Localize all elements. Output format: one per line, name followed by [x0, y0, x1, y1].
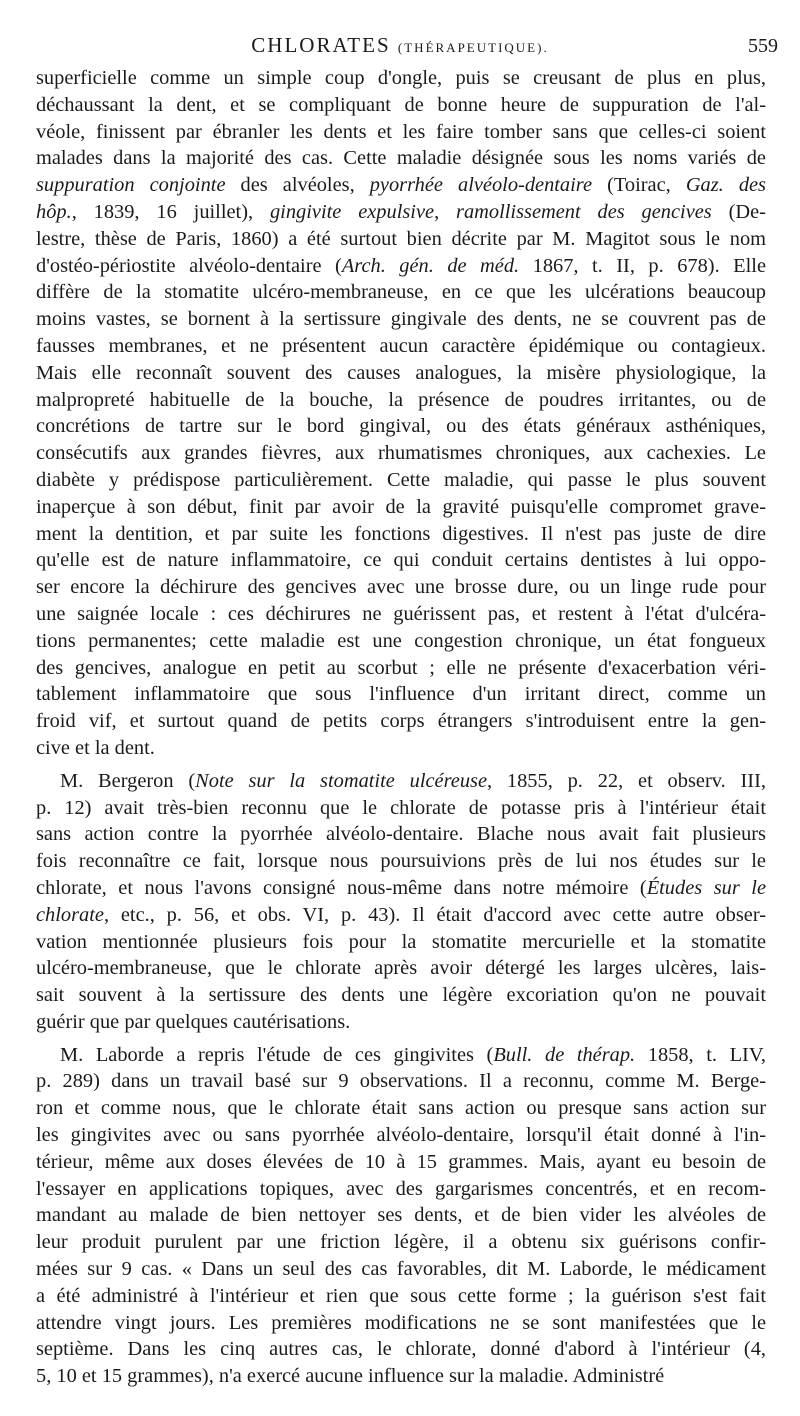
text-line	[36, 768, 766, 795]
text-line	[36, 875, 766, 902]
running-head	[0, 33, 800, 58]
text-line	[36, 1283, 766, 1310]
text-line	[36, 902, 766, 929]
text-run: fausses membranes, et ne présentent aucun caractère épidémique ou contagieux.	[36, 334, 766, 357]
text-run: , etc., p. 56, et obs. VI, p. 43). Il était d'accord avec cette autre obser-	[103, 903, 766, 926]
text-line	[36, 279, 766, 306]
text-run: sans action contre la pyorrhée alvéolo-dentaire. Blache nous avait fait plusieurs	[36, 823, 766, 846]
text-run: térieur, même aux doses élevées de 10 à 15 grammes. Mais, ayant eu besoin de	[36, 1150, 766, 1173]
text-run: une saignée locale : ces déchirures ne guérissent pas, et restent à l'état d'ulcéra-	[36, 602, 766, 625]
page-number: 559	[748, 35, 778, 57]
text-run: , 1855, p. 22, et observ. III,	[487, 769, 766, 792]
text-run: tions permanentes; cette maladie est une congestion chronique, un état fongueux	[36, 629, 766, 652]
text-run: attendre vingt jours. Les premières modifications ne se sont manifestées que le	[36, 1311, 766, 1334]
text-run: (De-	[711, 200, 766, 223]
text-line	[36, 1068, 766, 1095]
italic-text: Études sur le	[646, 876, 766, 899]
text-line	[36, 467, 766, 494]
text-line	[36, 387, 766, 414]
text-line	[36, 65, 766, 92]
text-run: chlorate, et nous l'avons consigné nous-même dans notre mémoire (	[36, 876, 647, 899]
text-line	[36, 735, 766, 762]
text-run: M. Bergeron (	[60, 769, 196, 792]
text-line	[36, 440, 766, 467]
text-line	[36, 681, 766, 708]
text-run: M. Laborde a repris l'étude de ces gingivites (	[60, 1043, 494, 1066]
text-run: consécutifs aux grandes fièvres, aux rhumatismes chroniques, aux cachexies. Le	[36, 442, 766, 465]
text-line	[36, 92, 766, 119]
text-run: les gingivites avec ou sans pyorrhée alvéolo-dentaire, lorsqu'il était donné à l'in-	[36, 1124, 766, 1147]
text-line	[36, 1176, 766, 1203]
text-line	[36, 1310, 766, 1337]
text-run: superficielle comme un simple coup d'ongle, puis se creusant de plus en plus,	[36, 67, 766, 89]
italic-text: Gaz. des	[685, 174, 766, 197]
text-line	[36, 145, 766, 172]
text-run: guérir que par quelques cautérisations.	[36, 1010, 351, 1033]
paragraph	[36, 1042, 766, 1390]
text-run: déchaussant la dent, et se compliquant de bonne heure de suppuration de l'al-	[36, 93, 766, 116]
text-line	[36, 628, 766, 655]
text-line	[36, 172, 766, 199]
text-line	[36, 955, 766, 982]
text-line	[36, 982, 766, 1009]
paragraph	[36, 65, 766, 762]
text-run: 1867, t. II, p. 678). Elle	[519, 254, 766, 277]
text-run: mées sur 9 cas. « Dans un seul des cas favorables, dit M. Laborde, le médicament	[36, 1258, 766, 1281]
italic-text: Bull. de thérap.	[493, 1043, 636, 1066]
text-run: diabète y prédispose particulièrement. Cette maladie, qui passe le plus souvent	[36, 468, 766, 491]
text-line	[36, 521, 766, 548]
text-run: vation mentionnée plusieurs fois pour la stomatite mercurielle et la stomatite	[36, 930, 766, 953]
text-run: malades dans la majorité des cas. Cette maladie désignée sous les noms variés de	[36, 147, 766, 170]
text-line	[36, 333, 766, 360]
text-run: l'essayer en applications topiques, avec des gargarismes concentrés, et en recom-	[36, 1177, 766, 1200]
text-line	[36, 1363, 766, 1390]
text-line	[36, 494, 766, 521]
text-line	[36, 655, 766, 682]
text-run: inaperçue à son début, finit par avoir de la gravité puisqu'elle compromet grave-	[36, 495, 766, 518]
body-text	[36, 65, 766, 1390]
text-run: 1858, t. LIV,	[635, 1043, 766, 1066]
text-run: malpropreté habituelle de la bouche, la présence de poudres irritantes, ou de	[36, 388, 766, 411]
text-line	[36, 601, 766, 628]
italic-text: Arch. gén. de méd.	[341, 254, 520, 277]
text-run: , 1839, 16 juillet),	[71, 200, 270, 223]
text-run: ulcéro-membraneuse, que le chlorate après avoir détergé les larges ulcères, lais-	[36, 957, 766, 980]
text-run: 5, 10 et 15 grammes), n'a exercé aucune influence sur la maladie. Administré	[36, 1365, 665, 1388]
text-run: p. 12) avait très-bien reconnu que le chlorate de potasse pris à l'intérieur était	[36, 796, 766, 819]
text-run: tablement inflammatoire que sous l'influence d'un irritant direct, comme un	[36, 683, 766, 706]
text-run: moins vastes, se bornent à la sertissure gingivale des dents, ne se couvrent pas de	[36, 308, 766, 331]
text-line	[36, 119, 766, 146]
italic-text: suppuration conjointe	[36, 174, 226, 197]
text-run: véole, finissent par ébranler les dents et les faire tomber sans que celles-ci soient	[36, 120, 766, 143]
text-line	[36, 1095, 766, 1122]
text-line	[36, 253, 766, 280]
text-line	[36, 199, 766, 226]
text-line	[36, 1256, 766, 1283]
text-line	[36, 413, 766, 440]
italic-text: hôp.	[36, 200, 72, 223]
text-line	[36, 574, 766, 601]
text-run: p. 289) dans un travail basé sur 9 observations. Il a reconnu, comme M. Berge-	[36, 1070, 766, 1093]
text-run: ,	[434, 200, 457, 223]
text-run: cive et la dent.	[36, 736, 155, 759]
text-line	[36, 1042, 766, 1069]
page-header	[0, 0, 800, 60]
running-head-title: CHLORATES	[251, 33, 391, 57]
text-line	[36, 929, 766, 956]
text-line	[36, 821, 766, 848]
text-run: ron et comme nous, que le chlorate était sans action ou presque sans action sur	[36, 1097, 766, 1120]
text-run: a été administré à l'intérieur et rien que sous cette forme ; la guérison s'est fait	[36, 1284, 766, 1307]
text-line	[36, 708, 766, 735]
text-run: d'ostéo-périostite alvéolo-dentaire (	[36, 254, 342, 277]
italic-text: gingivite expulsive	[269, 200, 435, 223]
text-run: qu'elle est de nature inflammatoire, ce qui conduit certains dentistes à lui oppo-	[36, 549, 766, 572]
text-run: septième. Dans les cinq autres cas, le chlorate, donné d'abord à l'intérieur (4,	[36, 1338, 766, 1361]
text-run: des gencives, analogue en petit au scorbut ; elle ne présente d'exacerbation véri-	[36, 656, 766, 679]
text-run: leur produit purulent par une friction légère, il a obtenu six guérisons confir-	[36, 1231, 766, 1254]
text-line	[36, 795, 766, 822]
text-run: lestre, thèse de Paris, 1860) a été surtout bien décrite par M. Magitot sous le nom	[36, 227, 766, 250]
text-run: froid vif, et surtout quand de petits corps étrangers s'introduisent entre la gen-	[36, 710, 766, 733]
text-run: sait souvent à la sertissure des dents une légère excoriation qu'on ne pouvait	[36, 984, 766, 1007]
text-run: diffère de la stomatite ulcéro-membraneuse, en ce que les ulcérations beaucoup	[36, 281, 766, 304]
italic-text: Note sur la stomatite ulcéreuse	[195, 769, 487, 792]
text-line	[36, 547, 766, 574]
text-run: ment la dentition, et par suite les fonctions digestives. Il n'est pas juste de dire	[36, 522, 766, 545]
text-run: fois reconnaître ce fait, lorsque nous poursuivions près de lui nos études sur le	[36, 850, 766, 873]
italic-text: ramollissement des gencives	[456, 200, 712, 223]
text-line	[36, 1229, 766, 1256]
text-run: concrétions de tartre sur le bord gingival, ou des états généraux asthéniques,	[36, 415, 766, 438]
text-run: mandant au malade de bien nettoyer ses dents, et de bien vider les alvéoles de	[36, 1204, 766, 1227]
text-line	[36, 1009, 766, 1036]
text-line	[36, 1122, 766, 1149]
text-line	[36, 306, 766, 333]
text-line	[36, 1336, 766, 1363]
text-line	[36, 226, 766, 253]
italic-text: chlorate	[36, 903, 104, 926]
running-head-subtitle: (THÉRAPEUTIQUE).	[397, 40, 549, 55]
paragraph	[36, 768, 766, 1036]
text-line	[36, 360, 766, 387]
italic-text: pyorrhée alvéolo-dentaire	[369, 174, 593, 197]
text-run: Mais elle reconnaît souvent des causes analogues, la misère physiologique, la	[36, 361, 766, 384]
text-run: ser encore la déchirure des gencives avec une brosse dure, ou un linge rude pour	[36, 576, 766, 599]
text-run: (Toirac,	[592, 174, 686, 197]
text-line	[36, 1149, 766, 1176]
text-line	[36, 1202, 766, 1229]
text-line	[36, 848, 766, 875]
text-run: des alvéoles,	[225, 174, 370, 197]
